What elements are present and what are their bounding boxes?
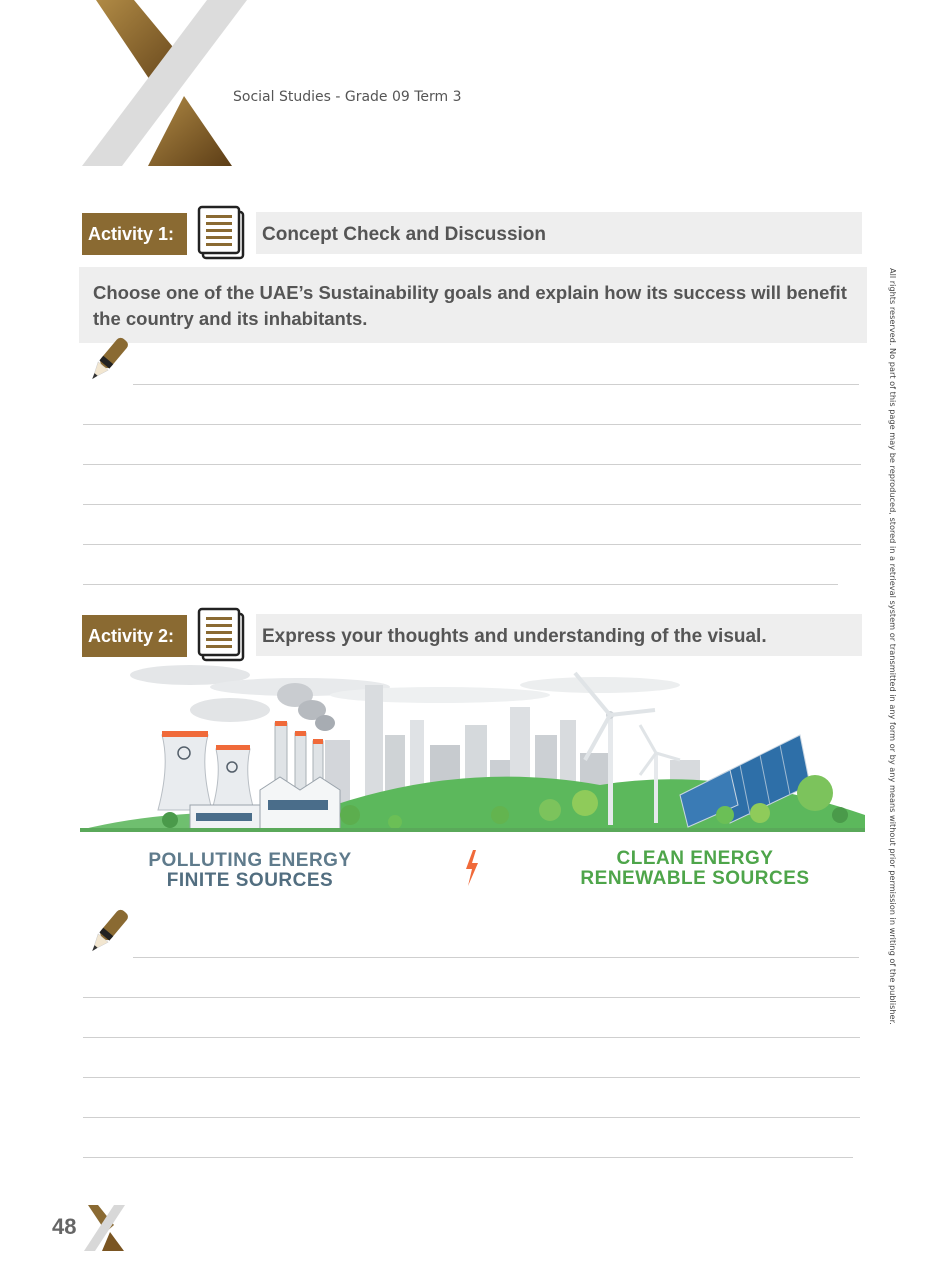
- energy-illustration: [80, 665, 865, 840]
- page-number: 48: [52, 1214, 77, 1239]
- answer-line[interactable]: [83, 464, 861, 465]
- activity1-title: Concept Check and Discussion: [256, 212, 862, 254]
- caption-polluting-line1: POLLUTING ENERGY: [148, 850, 352, 871]
- logo-x-icon: [82, 0, 252, 168]
- answer-line[interactable]: [83, 997, 860, 998]
- answer-line[interactable]: [83, 544, 861, 545]
- copyright-notice: All rights reserved. No part of this page may be reproduced, stored in a retrieval system or transmitted in any form or by any means without prior permission in writing of the publisher.: [888, 268, 898, 1025]
- answer-line[interactable]: [83, 584, 838, 585]
- answer-line[interactable]: [83, 504, 861, 505]
- header-subtitle: Social Studies - Grade 09 Term 3: [233, 89, 462, 105]
- activity2-label: Activity 2:: [82, 615, 187, 657]
- answer-line[interactable]: [83, 1157, 853, 1158]
- caption-clean-line1: CLEAN ENERGY: [616, 848, 774, 869]
- answer-line[interactable]: [83, 1117, 860, 1118]
- answer-line[interactable]: [83, 1037, 860, 1038]
- caption-polluting-line2: FINITE SOURCES: [166, 870, 334, 891]
- answer-line[interactable]: [133, 957, 859, 958]
- activity2-title: Express your thoughts and understanding of the visual.: [256, 614, 862, 656]
- document-icon: [196, 205, 248, 261]
- logo-x-icon: [84, 1205, 126, 1251]
- answer-line[interactable]: [83, 1077, 860, 1078]
- activity1-label: Activity 1:: [82, 213, 187, 255]
- document-icon: [196, 607, 248, 663]
- activity1-question: Choose one of the UAE’s Sustainability goals and explain how its success will benefit the country and its inhabitants.: [79, 267, 867, 343]
- lightning-icon: [464, 850, 480, 886]
- pen-icon: [80, 334, 136, 388]
- pen-icon: [80, 906, 136, 960]
- answer-line[interactable]: [133, 384, 859, 385]
- answer-line[interactable]: [83, 424, 861, 425]
- caption-clean-line2: RENEWABLE SOURCES: [580, 868, 810, 889]
